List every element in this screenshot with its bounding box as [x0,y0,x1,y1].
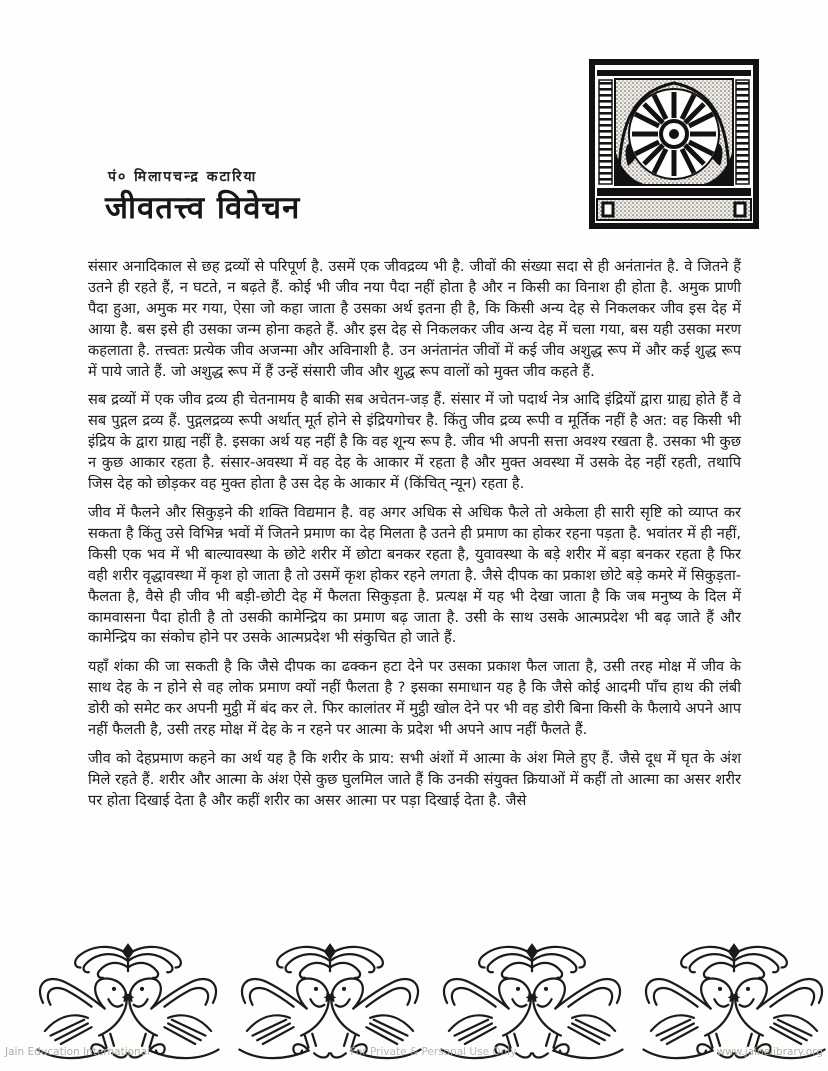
doves-motif-icon [30,942,226,1062]
doves-motif-icon [232,942,428,1062]
body-paragraph: संसार अनादिकाल से छह द्रव्यों से परिपूर्ण है. उसमें एक जीवद्रव्य भी है. जीवों की संख्या सदा से ही अनंतानंत है. वे जितने हैं उतने ही रहते हैं, न घटते, न बढ़ते हैं. कोई भी जीव नया पैदा नहीं होता है और न किसी का विनाश ही होता है. अमुक प्राणी पैदा हुआ, अमुक मर गया, ऐसा जो कहा जाता है उसका अर्थ इतना ही है, कि किसी अन्य देह से निकलकर जीव इस देह में आया है. बस इसे ही उसका जन्म होना कहते हैं. और इस देह से निकलकर जीव अन्य देह में चला गया, बस यही उसका मरण कहलाता है. तत्त्वतः प्रत्येक जीव अजन्मा और अविनाशी है. उन अनंतानंत जीवों में कई जीव अशुद्ध रूप में और कई शुद्ध रूप में पाये जाते हैं. जो अशुद्ध रूप में हैं उन्हें संसारी जीव और शुद्ध रूप वालों को मुक्त जीव कहते हैं. [88,258,741,380]
doves-motif-icon [636,942,828,1062]
body-paragraph: सब द्रव्यों में एक जीव द्रव्य ही चेतनामय है बाकी सब अचेतन-जड़ हैं. संसार में जो पदार्थ नेत्र आदि इंद्रियों द्वारा ग्राह्य होते हैं वे सब पुद्गल द्रव्य हैं. पुद्गलद्रव्य रूपी अर्थात् मूर्त होने से इंद्रियगोचर है. किंतु जीव द्रव्य रूपी व मूर्तिक नहीं है अत: वह किसी भी इंद्रिय के द्वारा ग्राह्य नहीं है. इसका अर्थ यह नहीं है कि वह शून्य रूप है. जीव भी अपनी सत्ता अवश्य रखता है. उसका भी कुछ न कुछ आकार रहता है. संसार-अवस्था में वह देह के आकार में रहता है और मुक्त अवस्था में उसके देह नहीं रहती, तथापि जिस देह को छोड़कर वह मुक्त होता है उस देह के आकार में (किंचित् न्यून) रहता है. [88,391,741,493]
doves-motif-icon [434,942,630,1062]
body-paragraph: जीव को देहप्रमाण कहने का अर्थ यह है कि शरीर के प्राय: सभी अंशों में आत्मा के अंश मिले हुए हैं. जैसे दूध में घृत के अंश मिले रहते हैं. शरीर और आत्मा के अंश ऐसे कुछ घुलमिल जाते हैं कि उनकी संयुक्त क्रियाओं में कहीं तो आत्मा का असर शरीर पर होता दिखाई देता है और कहीं शरीर का असर आत्मा पर पड़ा दिखाई देता है. जैसे [88,749,741,809]
body-paragraph: जीव में फैलने और सिकुड़ने की शक्ति विद्यमान है. वह अगर अधिक से अधिक फैले तो अकेला ही सारी सृष्टि को व्याप्त कर सकता है किंतु उसे विभिन्न भवों में जितने प्रमाण का देह मिलता है उतने ही प्रमाण का होकर रहना पड़ता है. भवांतर में ही नहीं, किसी एक भव में भी बाल्यावस्था के छोटे शरीर में छोटा बनकर रहता है, युवावस्था के बड़े शरीर में बड़ा बनकर रहता है फिर वही शरीर वृद्धावस्था में कृश हो जाता है तो उसमें कृश होकर रहने लगता है. जैसे दीपक का प्रकाश छोटे बड़े कमरे में सिकुड़ता-फैलता है, वैसे ही जीव भी बड़ी-छोटी देह में फैलता सिकुड़ता है. प्रत्यक्ष में यह भी देखा जाता है कि जब मनुष्य के दिल में कामवासना पैदा होती है तो उसकी कामेन्द्रिय का प्रमाण बढ़ जाता है. उसी के साथ उसके आत्मप्रदेश भी बढ़ जाते हैं और कामेन्द्रिय का संकोच होने पर उसके आत्मप्रदेश भी संकुचित हो जाते हैं. [88,503,742,647]
body-paragraph: यहाँ शंका की जा सकती है कि जैसे दीपक का ढक्कन हटा देने पर उसका प्रकाश फैल जाता है, उसी तरह मोक्ष में जीव के साथ देह के न होने से वह लोक प्रमाण क्यों नहीं फैलता है ? इसका समाधान यह है कि जैसे कोई आदमी पाँच हाथ की लंबी डोरी को समेट कर अपनी मुट्ठी में बंद कर ले. फिर कालांतर में मुट्ठी खोल देने पर भी वह डोरी बिना किसी के फैलाये अपने आप नहीं फैलती है, उसी तरह मोक्ष में देह के न रहने पर आत्मा के प्रदेश भी अपने आप नहीं फैलते हैं. [88,658,741,739]
footer-watermark [0,1046,828,1058]
author-line: पं० मिलापचन्द्र कटारिया [108,169,258,185]
watermark-left: Jain Education International [5,1046,151,1058]
sun-wheel-ornament-icon [588,58,760,230]
page-title: जीवतत्त्व विवेचन [105,190,301,226]
watermark-center: For Private & Personal Use Only [350,1046,517,1058]
watermark-right: www.jainelibrary.org [716,1046,823,1058]
article-body [88,257,741,820]
